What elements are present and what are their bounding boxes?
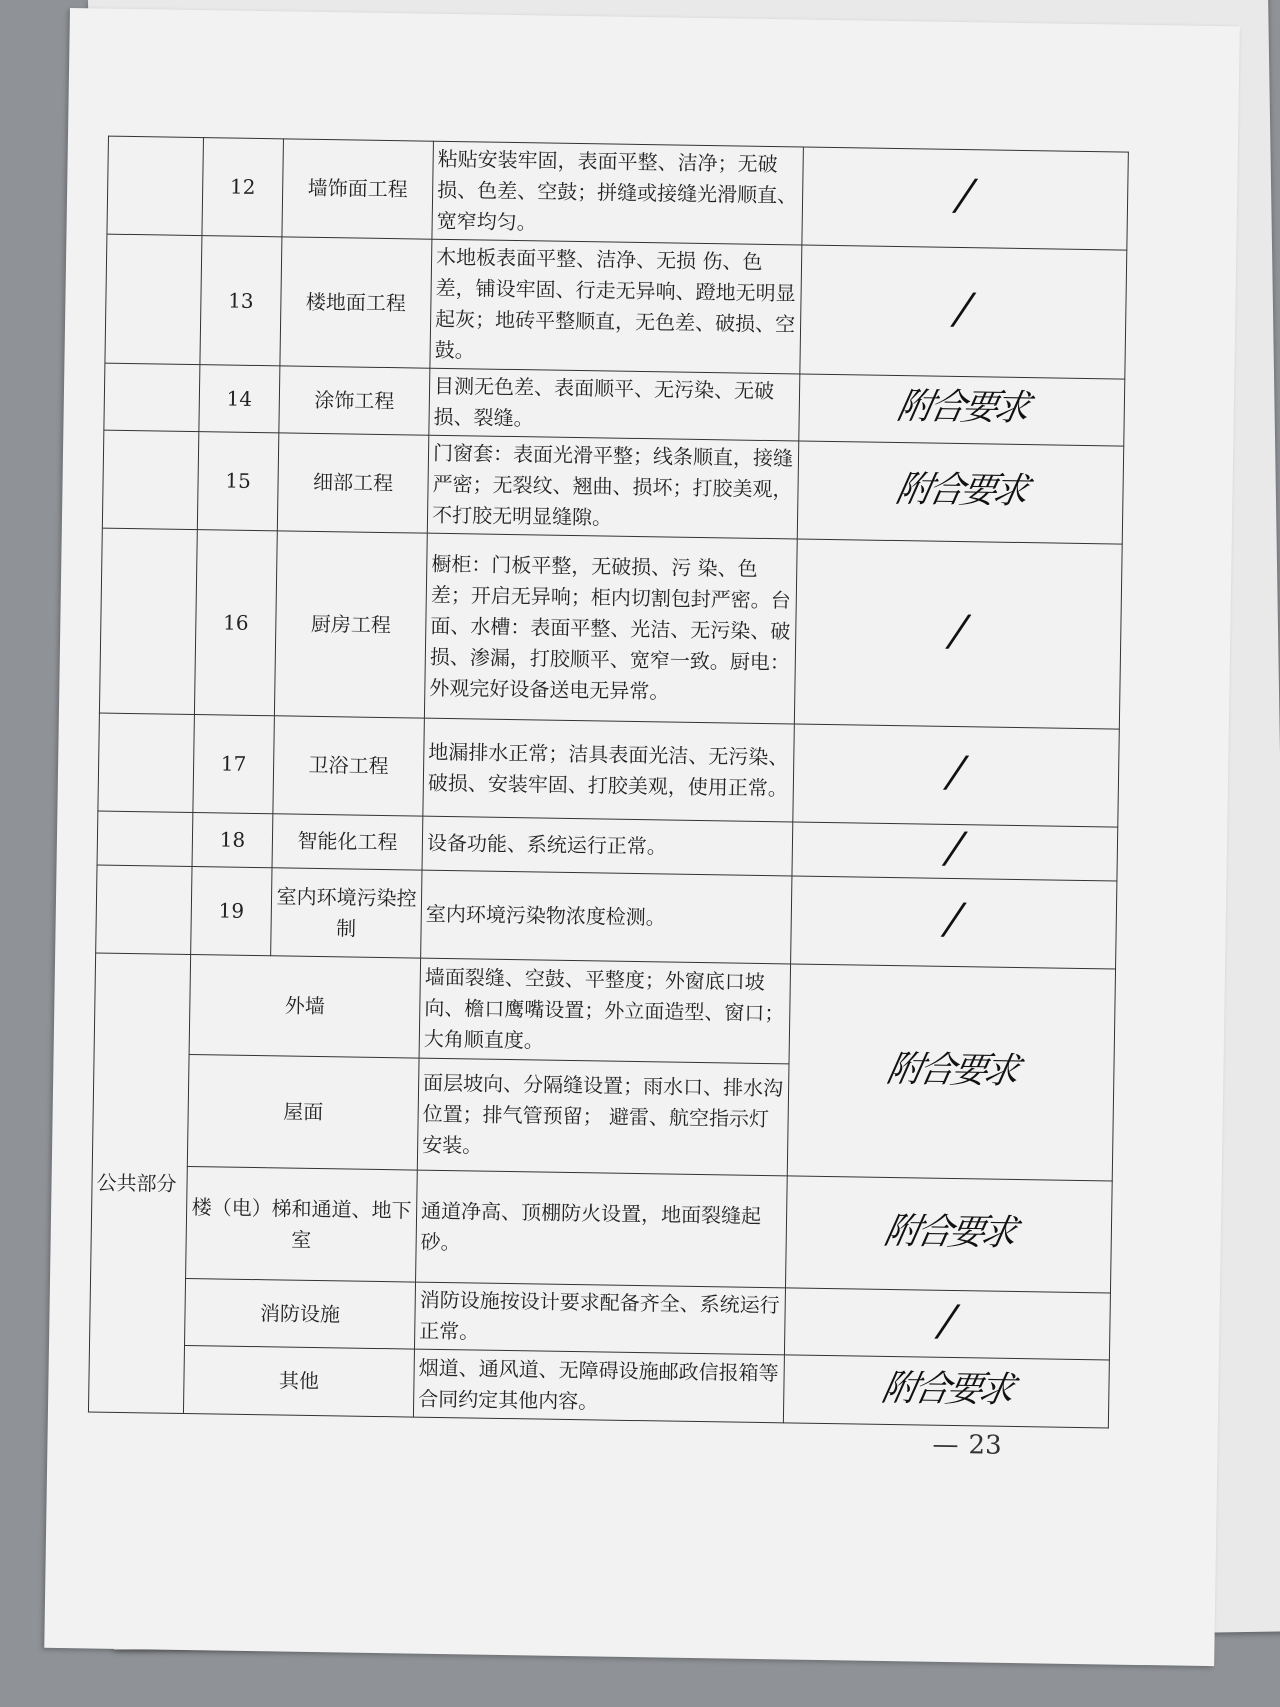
table-row bbox=[107, 136, 1128, 250]
result-cell bbox=[799, 374, 1125, 446]
result-cell bbox=[793, 724, 1119, 827]
item-name: 厨房工程 bbox=[274, 531, 427, 718]
item-standard: 橱柜：门板平整，无破损、污 染、色差；开启无异响；柜内切割包封严密。台面、水槽：表面平整、光洁、无污染、破损、渗漏，打胶顺平、宽窄一致。厨电：外观完好设备送电无异常。 bbox=[424, 533, 797, 724]
row-number: 15 bbox=[197, 432, 279, 531]
item-standard: 墙面裂缝、空鼓、平整度；外窗底口坡向、檐口鹰嘴设置；外立面造型、窗口；大角顺直度。 bbox=[419, 958, 791, 1064]
group-cell-empty bbox=[107, 136, 204, 235]
row-number: 14 bbox=[199, 365, 280, 433]
item-name: 智能化工程 bbox=[272, 814, 423, 870]
handwritten-signature: 附合要求 bbox=[880, 1210, 1017, 1254]
group-cell-empty bbox=[105, 234, 202, 364]
result-cell bbox=[800, 245, 1127, 379]
row-number: 18 bbox=[192, 813, 273, 868]
handwritten-signature: 附合要求 bbox=[893, 386, 1030, 430]
row-number: 16 bbox=[194, 530, 277, 716]
group-cell-empty bbox=[99, 528, 197, 714]
result-cell bbox=[783, 1355, 1109, 1428]
row-number: 13 bbox=[200, 236, 282, 366]
result-mark: / bbox=[942, 893, 965, 944]
item-name: 屋面 bbox=[187, 1054, 419, 1170]
handwritten-signature: 附合要求 bbox=[878, 1367, 1015, 1411]
public-section-label: 公共部分 bbox=[88, 953, 190, 1413]
page-number: 23 bbox=[968, 1430, 1002, 1461]
item-name: 其他 bbox=[183, 1345, 414, 1417]
table-row bbox=[102, 430, 1123, 544]
result-cell bbox=[802, 147, 1128, 250]
item-name: 消防设施 bbox=[185, 1278, 416, 1349]
item-standard: 烟道、通风道、无障碍设施邮政信报箱等合同约定其他内容。 bbox=[413, 1349, 784, 1423]
result-cell bbox=[787, 964, 1115, 1181]
table-row bbox=[99, 528, 1122, 729]
item-name: 墙饰面工程 bbox=[282, 139, 434, 239]
page-number-footer bbox=[932, 1430, 1002, 1461]
item-standard: 通道净高、顶棚防火设置，地面裂缝起砂。 bbox=[416, 1170, 788, 1288]
item-standard: 设备功能、系统运行正常。 bbox=[422, 816, 793, 876]
result-mark: / bbox=[944, 822, 966, 873]
group-cell-empty bbox=[96, 865, 192, 954]
item-standard: 地漏排水正常；洁具表面光洁、无污染、破损、安装牢固、打胶美观，使用正常。 bbox=[423, 718, 794, 822]
item-standard: 室内环境污染物浓度检测。 bbox=[421, 870, 792, 964]
item-name: 室内环境污染控制 bbox=[271, 868, 422, 958]
item-name: 细部工程 bbox=[277, 433, 429, 533]
result-mark: / bbox=[945, 746, 968, 797]
item-standard: 消防设施按设计要求配备齐全、系统运行正常。 bbox=[414, 1282, 785, 1355]
group-cell-empty bbox=[102, 430, 199, 529]
item-standard: 门窗套：表面光滑平整；线条顺直，接缝严密；无裂纹、翘曲、损坏；打胶美观，不打胶无明显缝隙。 bbox=[427, 435, 798, 539]
result-cell bbox=[785, 1176, 1112, 1293]
item-name: 涂饰工程 bbox=[279, 366, 430, 435]
row-number: 12 bbox=[202, 138, 284, 237]
handwritten-signature: 附合要求 bbox=[892, 468, 1029, 512]
item-name: 楼（电）梯和通道、地下室 bbox=[186, 1166, 418, 1282]
result-mark: / bbox=[954, 170, 977, 220]
group-cell-empty bbox=[104, 363, 200, 431]
item-standard: 粘贴安装牢固，表面平整、洁净；无破损、色差、空鼓；拼缝或接缝光滑顺直、宽窄均匀。 bbox=[432, 141, 803, 245]
row-number: 17 bbox=[193, 715, 275, 814]
table-row bbox=[94, 953, 1115, 1069]
item-standard: 面层坡向、分隔缝设置；雨水口、排水沟位置；排气管预留； 避雷、航空指示灯安装。 bbox=[417, 1058, 789, 1176]
footer-dash: — bbox=[932, 1429, 959, 1461]
table-row bbox=[105, 234, 1127, 379]
result-mark: / bbox=[952, 283, 975, 333]
result-mark: / bbox=[936, 1295, 959, 1345]
handwritten-signature: 附合要求 bbox=[883, 1048, 1020, 1092]
table-row bbox=[98, 713, 1119, 827]
group-cell-empty bbox=[98, 713, 195, 812]
item-name: 外墙 bbox=[189, 955, 421, 1059]
result-cell bbox=[791, 876, 1117, 969]
row-number: 19 bbox=[191, 867, 272, 956]
table-row bbox=[96, 865, 1117, 969]
item-standard: 木地板表面平整、洁净、无损 伤、色差，铺设牢固、行走无异响、蹬地无明显起灰；地砖平整顺直，无色差、破损、空鼓。 bbox=[430, 239, 802, 374]
table-row bbox=[91, 1165, 1113, 1293]
inspection-table bbox=[88, 136, 1129, 1429]
item-standard: 目测无色差、表面顺平、无污染、无破损、裂缝。 bbox=[429, 368, 800, 441]
result-cell bbox=[792, 822, 1118, 881]
group-cell-empty bbox=[97, 811, 193, 866]
result-mark: / bbox=[947, 605, 970, 655]
result-cell bbox=[794, 539, 1122, 729]
result-cell bbox=[797, 441, 1123, 544]
result-cell bbox=[784, 1288, 1110, 1360]
item-name: 楼地面工程 bbox=[280, 237, 432, 368]
document-page bbox=[44, 8, 1240, 1666]
item-name: 卫浴工程 bbox=[273, 716, 425, 816]
